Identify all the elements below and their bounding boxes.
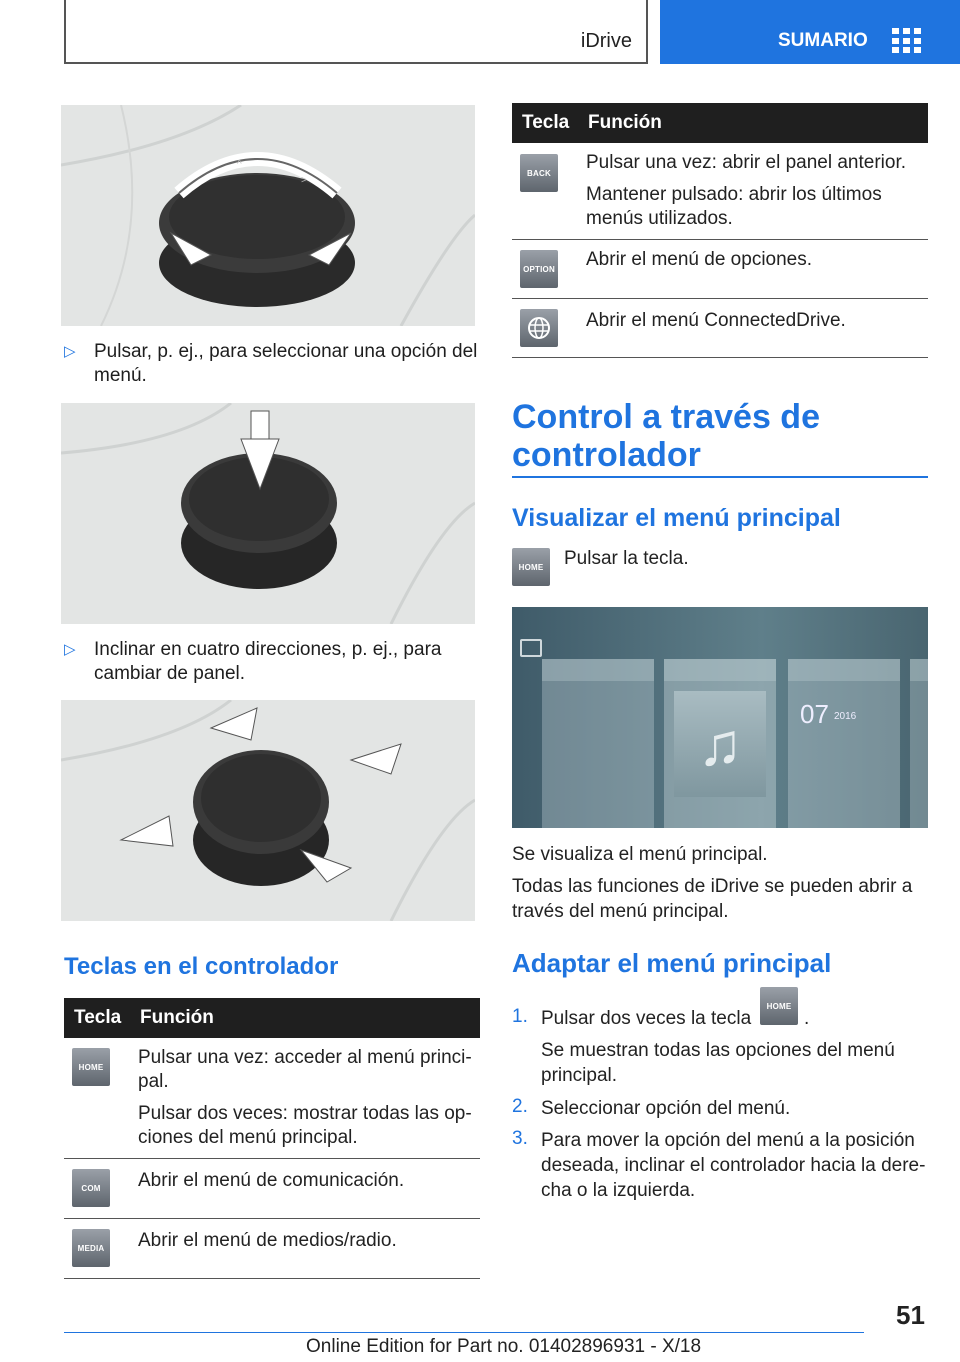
step-number: 2. xyxy=(512,1096,528,1117)
grid-menu-icon xyxy=(892,28,922,54)
page-number: 51 xyxy=(896,1300,925,1330)
bullet-press-text: Pulsar, p. ej., para seleccionar una opción del menú. xyxy=(94,341,478,386)
section-title: Control a través de controlador xyxy=(512,398,820,474)
controller-press-illustration xyxy=(61,403,475,624)
step-number: 1. xyxy=(512,1006,528,1027)
row-text xyxy=(138,1046,476,1158)
step-text: Seleccionar opción del menú. xyxy=(541,1098,791,1119)
table-row xyxy=(512,143,928,240)
col-funcion: Función xyxy=(588,112,662,133)
table-row xyxy=(512,299,928,358)
step-text: Pulsar dos veces la tecla xyxy=(541,1008,752,1029)
main-menu-screenshot xyxy=(512,607,928,828)
sumario-nav-button[interactable] xyxy=(660,0,960,64)
tile-partial xyxy=(910,659,928,828)
media-key-icon: MEDIA xyxy=(72,1229,110,1267)
col-tecla: Tecla xyxy=(74,1007,122,1028)
footer-edition: Online Edition for Part no. 01402896931 - X/18 xyxy=(306,1336,702,1357)
home-key-icon: HOME xyxy=(760,987,798,1025)
tile-date: 07 xyxy=(800,699,829,729)
tile-communication xyxy=(788,659,900,828)
step-period: . xyxy=(804,1008,810,1029)
option-key-icon: OPTION xyxy=(520,250,558,288)
row-text-line: Pulsar una vez: abrir el panel anterior. xyxy=(586,152,907,173)
row-text: Abrir el menú de opciones. xyxy=(586,249,813,270)
back-key-icon: BACK xyxy=(520,154,558,192)
table-row xyxy=(64,1038,480,1159)
bullet-tilt xyxy=(64,638,478,686)
row-text xyxy=(586,151,924,239)
svg-text:>: > xyxy=(301,175,307,186)
triangle-bullet-icon: ▷ xyxy=(64,343,76,360)
header-section-title: iDrive xyxy=(580,30,632,52)
home-key-icon: HOME xyxy=(72,1048,110,1086)
bullet-press xyxy=(64,340,478,388)
row-text-line: Mantener pulsado: abrir los últimos menús utilizados. xyxy=(586,184,882,229)
row-text: Abrir el menú ConnectedDrive. xyxy=(586,310,846,331)
adaptar-heading: Adaptar el menú principal xyxy=(512,948,832,978)
step-text: Para mover la opción del menú a la posición deseada, inclinar el controlador hacia la dere-cha o la izquierda. xyxy=(541,1130,926,1201)
footer-divider xyxy=(64,1332,864,1333)
col-tecla: Tecla xyxy=(522,112,570,133)
section-divider xyxy=(512,476,928,478)
triangle-bullet-icon: ▷ xyxy=(64,641,76,658)
step-number: 3. xyxy=(512,1128,528,1149)
row-text-line: Pulsar una vez: acceder al menú princi-pal. xyxy=(138,1047,472,1092)
col-funcion: Función xyxy=(140,1007,214,1028)
left-keys-table xyxy=(64,998,480,1279)
svg-text:^: ^ xyxy=(237,159,242,170)
bullet-tilt-text: Inclinar en cuatro direcciones, p. ej., para cambiar de panel. xyxy=(94,639,442,684)
press-key-text: Pulsar la tecla. xyxy=(564,548,689,569)
controller-tilt-illustration xyxy=(61,700,475,921)
para-all-functions: Todas las funciones de iDrive se pueden abrir a través del menú principal. xyxy=(512,876,913,922)
para-main-menu-shown: Se visualiza el menú principal. xyxy=(512,844,768,865)
table-header xyxy=(512,103,928,143)
table-row xyxy=(512,240,928,299)
row-text: Abrir el menú de comunicación. xyxy=(138,1170,405,1191)
tile-vehicle xyxy=(542,659,654,828)
globe-icon xyxy=(520,309,558,347)
row-text-line: Pulsar dos veces: mostrar todas las op-ciones del menú principal. xyxy=(138,1103,472,1148)
com-key-icon: COM xyxy=(72,1169,110,1207)
step-note: Se muestran todas las opciones del menú principal. xyxy=(541,1040,895,1086)
table-row xyxy=(64,1219,480,1279)
table-row xyxy=(64,1159,480,1219)
table-header xyxy=(64,998,480,1038)
row-text: Abrir el menú de medios/radio. xyxy=(138,1230,397,1251)
menu-icon xyxy=(520,639,542,657)
home-key-icon: HOME xyxy=(512,548,550,586)
visualizar-heading: Visualizar el menú principal xyxy=(512,504,841,532)
music-note-icon: ♫ xyxy=(674,691,766,797)
sumario-label: SUMARIO xyxy=(778,30,868,51)
tile-year: 2016 xyxy=(834,711,857,722)
teclas-heading: Teclas en el controlador xyxy=(64,953,339,980)
controller-rotate-illustration xyxy=(61,105,475,326)
tile-media xyxy=(664,659,776,828)
header-section-box xyxy=(64,0,648,64)
right-keys-table xyxy=(512,103,928,358)
